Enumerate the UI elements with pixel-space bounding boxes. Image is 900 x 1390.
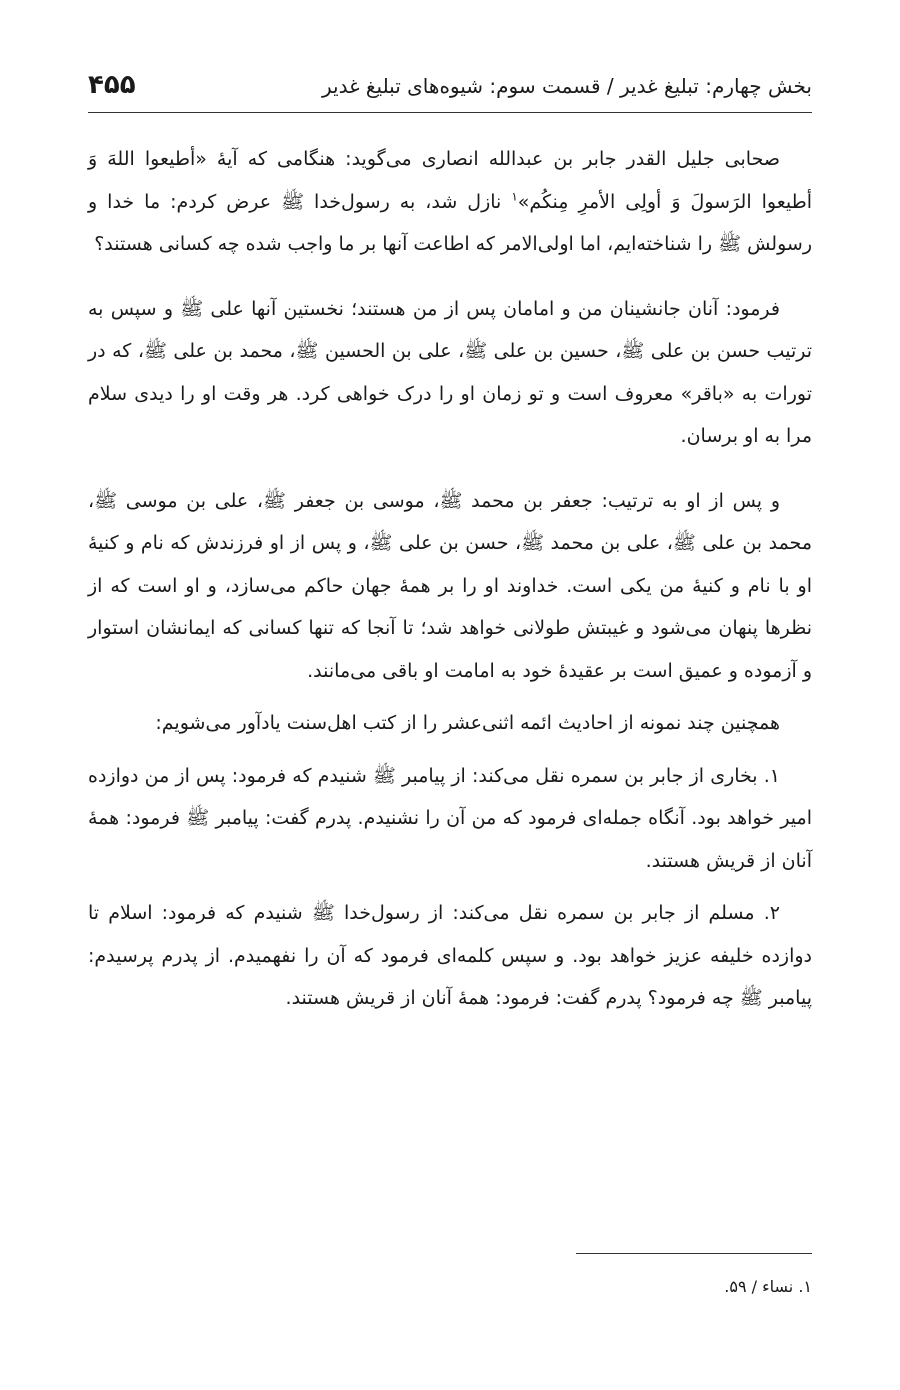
running-head: بخش چهارم: تبلیغ غدیر / قسمت سوم: شیوه‌های تبلیغ غدیر <box>321 74 812 98</box>
paragraph-1-text-b: نازل شد، به رسول‌خدا ﷺ عرض کردم: ما خدا و رسولش ﷺ را شناخته‌ایم، اما اولی‌الامر که اطاعت آنها بر ما واجب شده چه کسانی هستند؟ <box>88 190 812 255</box>
paragraph-2: فرمود: آنان جانشینان من و امامان پس از من هستند؛ نخستین آنها علی ﷺ و سپس به ترتیب حسن بن علی ﷺ، حسین بن علی ﷺ، علی بن الحسین ﷺ، محمد بن علی ﷺ، که در تورات به «باقر» معروف است و تو زمان او را درک خواهی کرد. هر وقت او را دیدی سلام مرا به او برسان. <box>88 297 812 447</box>
header-rule <box>88 112 812 113</box>
footnote-reference: ۱ <box>511 189 518 204</box>
body-text <box>88 138 812 1020</box>
paragraph-4: همچنین چند نمونه از احادیث ائمه اثنی‌عشر را از کتب اهل‌سنت یادآور می‌شویم: <box>155 712 780 734</box>
paragraph-1 <box>88 138 812 266</box>
paragraph-1-text-a: صحابی جلیل القدر جابر بن عبدالله انصاری می‌گوید: هنگامی که آیهٔ «أطیعوا اللهَ وَ أطیعوا الرَسولَ وَ أولِی الأمرِ مِنکُم» <box>88 148 813 213</box>
paragraph-3: و پس از او به ترتیب: جعفر بن محمد ﷺ، موسی بن جعفر ﷺ، علی بن موسی ﷺ، محمد بن علی ﷺ، علی بن محمد ﷺ، حسن بن علی ﷺ، و پس از او فرزندش که نام و کنیهٔ او با نام و کنیهٔ من یکی است. خداوند او را بر همهٔ جهان حاکم می‌سازد، و او است که از نظرها پنهان می‌شود و غیبتش طولانی خواهد شد؛ تا آنجا که تنها کسانی که ایمانشان استوار و آزموده و عمیق است بر عقیدهٔ خود به امامت او باقی می‌مانند. <box>88 489 812 682</box>
list-item-2: ۲. مسلم از جابر بن سمره نقل می‌کند: از رسول‌خدا ﷺ شنیدم که فرمود: اسلام تا دوازده خلیفه عزیز خواهد بود. و سپس کلمه‌ای فرمود که آن را نفهمیدم. از پدرم پرسیدم: پیامبر ﷺ چه فرمود؟ پدرم گفت: فرمود: همهٔ آنان از قریش هستند. <box>88 902 812 1009</box>
footnote-rule <box>576 1253 812 1254</box>
page-header <box>88 70 812 110</box>
page-number: ۴۵۵ <box>88 70 136 100</box>
footnote: ۱. نساء / ۵۹. <box>724 1277 812 1296</box>
list-item-1: ۱. بخاری از جابر بن سمره نقل می‌کند: از پیامبر ﷺ شنیدم که فرمود: پس از من دوازده امیر خواهد بود. آنگاه جمله‌ای فرمود که من آن را نشنیدم. پدرم گفت: پیامبر ﷺ فرمود: همهٔ آنان از قریش هستند. <box>88 764 812 872</box>
